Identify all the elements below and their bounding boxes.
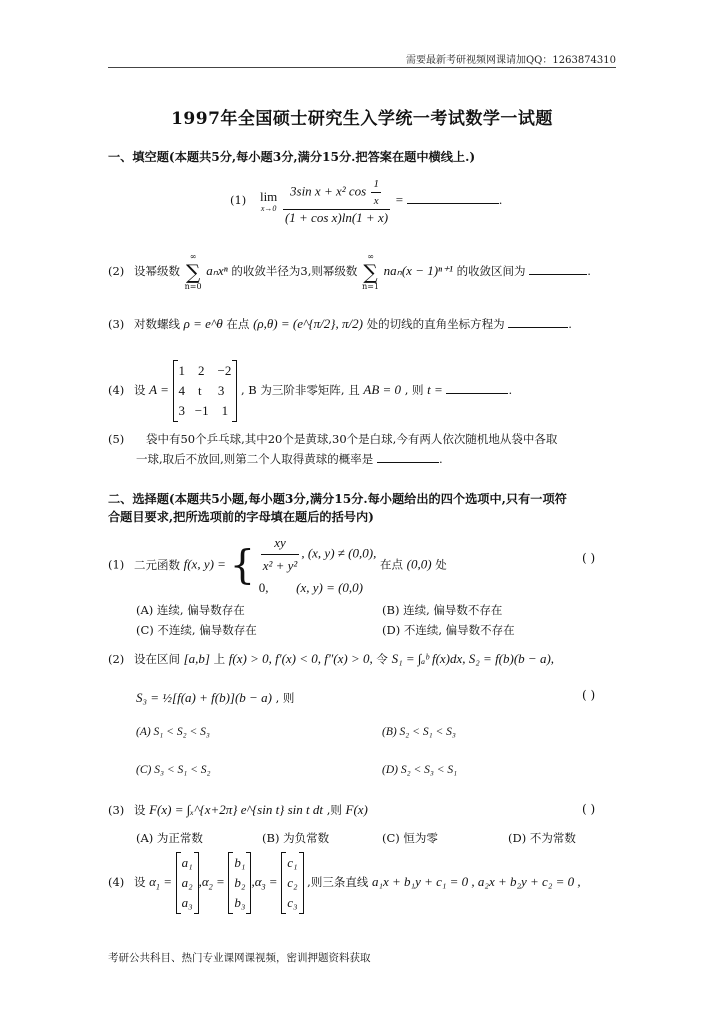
s1-q4-answer-blank[interactable] bbox=[446, 382, 508, 394]
left-brace-icon: { bbox=[229, 542, 256, 589]
s2-q1-num: (1) bbox=[108, 557, 125, 572]
s2-q4-vector-b bbox=[228, 852, 251, 914]
s2-q3 bbox=[108, 802, 368, 818]
s2-q1-case2 bbox=[259, 577, 377, 599]
s1-q5-line2: 一球,取后不放回,则第二个人取得黄球的概率是 bbox=[136, 452, 374, 466]
s2-q1-cases bbox=[259, 532, 377, 599]
s2-q4-b2: b₂ bbox=[234, 875, 246, 890]
s1-q1-lim-sub: x→0 bbox=[260, 204, 277, 213]
s2-q2-option-a[interactable]: (A) S₁ < S₂ < S₃ bbox=[136, 726, 210, 738]
s2-q3-func: F(x) bbox=[345, 802, 368, 817]
s1-q1-lim-word: lim bbox=[259, 189, 278, 204]
s2-q2-s3: S₃ = ½[f(a) + f(b)](b − a) bbox=[136, 690, 272, 705]
header-note: 需要最新考研视频网课请加QQ：1263874310 bbox=[405, 55, 616, 66]
s2-q2-line2 bbox=[136, 690, 294, 706]
s2-q2-defs: S₁ = ∫ₐᵇ f(x)dx, S₂ = f(b)(b − a), bbox=[391, 651, 555, 666]
s2-q2-interval: [a,b] bbox=[183, 651, 210, 666]
s1-q1-numerator bbox=[283, 176, 390, 210]
section1-heading: 一、填空题(本题共5分,每小题3分,满分15分.把答案在题中横线上.) bbox=[108, 150, 476, 164]
s2-q3-integral: F(x) = ∫ₓ^{x+2π} e^{sin t} sin t dt bbox=[149, 802, 324, 817]
s2-q3-num: (3) bbox=[108, 803, 125, 817]
s2-q1-text2: 在点 bbox=[379, 557, 403, 572]
s2-q1-func: f(x, y) = bbox=[183, 556, 226, 572]
s1-q3-text3: 处的切线的直角坐标方程为 bbox=[366, 317, 505, 331]
s2-q3-option-c[interactable]: (C) 恒为零 bbox=[382, 831, 438, 845]
s2-q4-b1: b₁ bbox=[234, 855, 246, 870]
s1-q2-sum1-bot: n=0 bbox=[184, 282, 202, 291]
s2-q3-answer-paren[interactable]: ( ) bbox=[582, 802, 596, 816]
s2-q2-option-b[interactable]: (B) S₂ < S₁ < S₃ bbox=[382, 726, 456, 738]
s2-q2-answer-paren[interactable]: ( ) bbox=[582, 688, 596, 702]
s2-q4-num: (4) bbox=[108, 875, 125, 889]
s1-q4-eq2: AB = 0 bbox=[363, 382, 402, 397]
s1-q1 bbox=[230, 176, 502, 226]
s2-q4-c1: c₁ bbox=[287, 855, 298, 870]
s2-q4: (4) 设 $\alpha_1$ = a₁ a₂ a₃ $,\alpha_2$ = b₁ b₂ b₃ $,\alpha_3$ = c₁ c₂ c₃ ,则三条直线 a₁x + b₁y + c₁ = 0 , a₂x + b₂y + c₂ = 0 , bbox=[108, 852, 581, 914]
s1-q4-eq3: t = bbox=[427, 382, 443, 397]
s1-q5-answer-blank[interactable] bbox=[377, 451, 439, 463]
s1-q3-num: (3) bbox=[108, 317, 125, 331]
s2-q1-text1: 二元函数 bbox=[133, 557, 180, 572]
s1-q2-sum2-bot: n=1 bbox=[362, 282, 380, 291]
s1-q3-text2: 在点 bbox=[226, 317, 250, 331]
s1-q2 bbox=[108, 252, 591, 292]
s2-q3-text1: 设 bbox=[133, 803, 146, 817]
s1-q1-fraction bbox=[283, 176, 390, 226]
s2-q1-case1-frac bbox=[261, 532, 300, 577]
s1-q3-answer-blank[interactable] bbox=[508, 316, 568, 328]
s2-q4-c2: c₂ bbox=[287, 875, 298, 890]
s1-q4-matrix bbox=[173, 360, 238, 422]
s1-q4-text3: , 则 bbox=[404, 383, 424, 397]
s2-q4-a3: a₃ bbox=[181, 895, 193, 910]
s1-q4-text2: , B 为三阶非零矩阵, 且 bbox=[241, 383, 360, 397]
sigma-icon: ∑ bbox=[363, 260, 378, 284]
s1-q1-eq: = bbox=[395, 192, 404, 207]
footer-note: 考研公共科目、热门专业课网课视频，密训押题资料获取 bbox=[108, 952, 371, 964]
s2-q2 bbox=[108, 651, 554, 667]
s1-q2-series2: naₙ(x − 1)ⁿ⁺¹ bbox=[383, 263, 453, 278]
s2-q3-option-a[interactable]: (A) 为正常数 bbox=[136, 831, 203, 845]
s2-q1-point: (0,0) bbox=[406, 556, 432, 572]
s2-q1-option-d[interactable]: (D) 不连续, 偏导数不存在 bbox=[382, 623, 515, 637]
s1-q1-answer-blank[interactable] bbox=[407, 192, 499, 204]
s1-q2-text3: 的收敛区间为 bbox=[456, 264, 526, 278]
s1-q2-answer-blank[interactable] bbox=[529, 263, 587, 275]
s2-q2-text3: 令 bbox=[376, 652, 388, 666]
s1-q2-sum1 bbox=[185, 252, 202, 292]
s1-q2-sum2 bbox=[362, 252, 379, 292]
s1-q3-point: (ρ,θ) = (e^{π/2}, π/2) bbox=[253, 316, 363, 331]
s1-q4-row3: 3 −1 1 bbox=[178, 403, 229, 418]
s2-q1-option-b[interactable]: (B) 连续, 偏导数不存在 bbox=[382, 603, 503, 617]
s2-q3-option-b[interactable]: (B) 为负常数 bbox=[262, 831, 330, 845]
section2-heading-l1: 二、选择题(本题共5小题,每小题3分,满分15分.每小题给出的四个选项中,只有一项符 bbox=[108, 492, 567, 506]
s1-q3-end: . bbox=[568, 317, 572, 331]
s1-q1-end: . bbox=[498, 193, 503, 207]
s1-q5-num: (5) bbox=[108, 432, 125, 446]
s1-q4-matrix-label: A = bbox=[149, 382, 169, 397]
s1-q4 bbox=[108, 360, 512, 422]
s1-q1-lim bbox=[260, 189, 277, 213]
s2-q4-b3: b₃ bbox=[234, 895, 246, 910]
s2-q2-text1: 设在区间 bbox=[133, 652, 180, 666]
s1-q4-num: (4) bbox=[108, 383, 125, 397]
s1-q3-eq1: ρ = e^θ bbox=[183, 316, 223, 331]
s1-q5-end: . bbox=[438, 452, 443, 466]
s1-q4-row2: 4 t 3 bbox=[178, 383, 225, 398]
s2-q1-answer-paren[interactable]: ( ) bbox=[582, 551, 596, 565]
s2-q1-option-a[interactable]: (A) 连续, 偏导数存在 bbox=[136, 603, 245, 617]
s2-q4-text1: 设 bbox=[133, 875, 146, 889]
page-title: 1997年全国硕士研究生入学统一考试数学一试题 bbox=[171, 109, 553, 129]
s1-q3 bbox=[108, 316, 572, 332]
s2-q1-case1 bbox=[259, 532, 377, 577]
section2-heading-l2: 合题目要求,把所选项前的字母填在题后的括号内) bbox=[108, 510, 374, 524]
s1-q2-sum2-top: ∞ bbox=[367, 252, 374, 261]
s1-q1-inner-num: 1 bbox=[371, 176, 381, 193]
s2-q2-text2: 上 bbox=[213, 652, 226, 666]
s2-q1-case2-cond: (x, y) = (0,0) bbox=[296, 580, 364, 595]
s2-q4-vector-c bbox=[281, 852, 303, 914]
s2-q1-case2-val: 0, bbox=[258, 580, 269, 595]
s2-q4-text2: ,则三条直线 bbox=[307, 875, 369, 889]
s2-q4-lines: a₁x + b₁y + c₁ = 0 , a₂x + b₂y + c₂ = 0 , bbox=[371, 874, 581, 889]
s2-q4-vector-a bbox=[176, 852, 199, 914]
s1-q3-text1: 对数螺线 bbox=[133, 317, 180, 331]
s1-q4-end: . bbox=[508, 383, 513, 397]
s1-q2-end: . bbox=[587, 264, 591, 278]
s2-q2-num: (2) bbox=[108, 652, 125, 666]
s1-q2-text1: 设幂级数 bbox=[133, 264, 180, 278]
s1-q2-series1: aₙxⁿ bbox=[206, 263, 228, 278]
header-divider bbox=[108, 67, 616, 68]
s2-q2-text4: , 则 bbox=[275, 691, 295, 705]
s2-q1-case1-cond: , (x, y) ≠ (0,0), bbox=[301, 545, 377, 561]
s1-q5-cont bbox=[136, 451, 443, 467]
s2-q4-a2: a₂ bbox=[181, 875, 193, 890]
s2-q2-conds: f(x) > 0, f′(x) < 0, f″(x) > 0, bbox=[228, 651, 373, 666]
s2-q3-option-d[interactable]: (D) 不为常数 bbox=[508, 831, 576, 845]
s1-q1-inner-den: x bbox=[373, 195, 379, 207]
s1-q1-numerator-text: 3sin x + x² cos bbox=[290, 183, 367, 199]
s2-q3-text2: ,则 bbox=[326, 803, 342, 817]
s2-q1-case1-den: x² + y² bbox=[262, 558, 298, 573]
s1-q4-text1: 设 bbox=[133, 383, 146, 397]
s1-q1-denominator: (1 + cos x)ln(1 + x) bbox=[284, 210, 389, 225]
s1-q1-inner-frac bbox=[371, 176, 381, 209]
s1-q5-line1: 袋中有50个乒乓球,其中20个是黄球,30个是白球,今有两人依次随机地从袋中各取 bbox=[145, 432, 558, 446]
s2-q2-option-c[interactable]: (C) S₃ < S₁ < S₂ bbox=[136, 764, 211, 776]
s1-q5 bbox=[108, 431, 557, 447]
s1-q2-sum1-top: ∞ bbox=[189, 252, 197, 261]
s1-q1-num: (1) bbox=[230, 193, 247, 207]
s2-q4-a1: a₁ bbox=[181, 855, 193, 870]
s2-q1-case1-num: xy bbox=[261, 532, 300, 555]
sigma-icon: ∑ bbox=[185, 260, 201, 284]
s2-q2-option-d[interactable]: (D) S₂ < S₃ < S₁ bbox=[382, 764, 458, 776]
s1-q2-num: (2) bbox=[108, 264, 125, 278]
s1-q2-text2: 的收敛半径为3,则幂级数 bbox=[231, 264, 358, 278]
s2-q1-option-c[interactable]: (C) 不连续, 偏导数存在 bbox=[136, 623, 257, 637]
s2-q1 bbox=[108, 532, 447, 599]
s1-q4-row1: 1 2 −2 bbox=[178, 363, 232, 378]
s2-q1-text3: 处 bbox=[435, 557, 447, 572]
s2-q4-c3: c₃ bbox=[287, 895, 298, 910]
